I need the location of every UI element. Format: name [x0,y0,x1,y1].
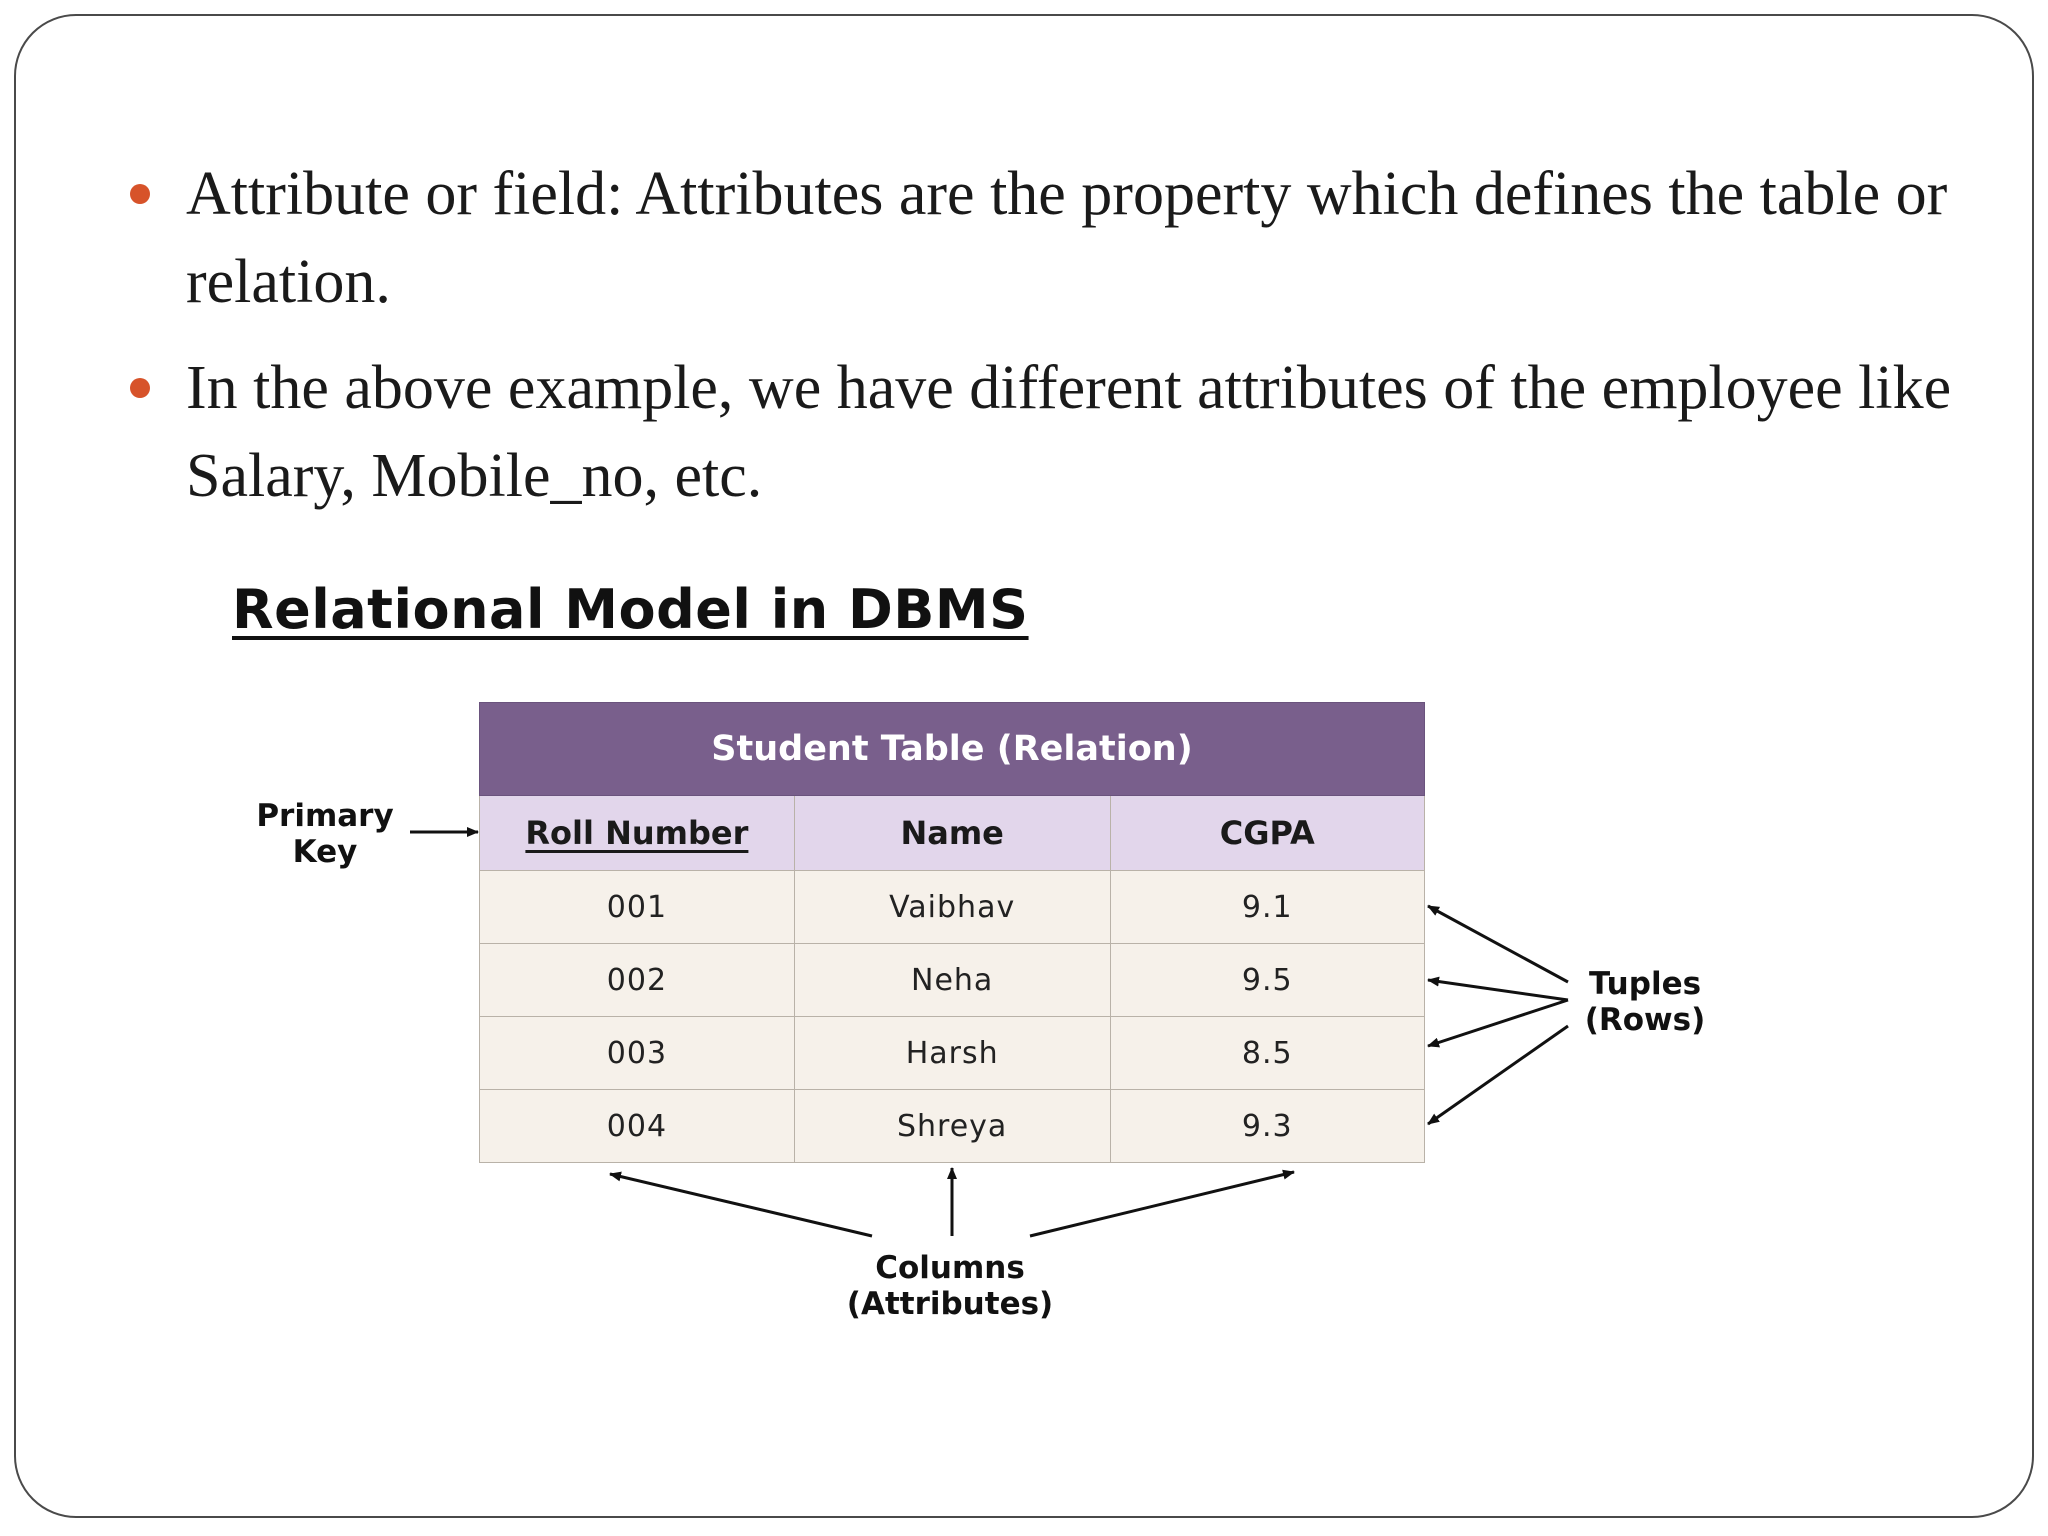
primary-key-label: Primary Key [256,798,394,870]
columns-label: Columns (Attributes) [846,1250,1054,1322]
bullet-text: Attribute or field: Attributes are the property which defines the table or relation. [186,160,1948,316]
table-cell: 002 [480,944,795,1017]
tuple-arrow [1428,980,1568,1000]
table-cell: Harsh [794,1017,1110,1090]
column-arrow [1030,1172,1294,1236]
column-header-cgpa: CGPA [1110,796,1425,871]
tuples-label: Tuples (Rows) [1584,966,1706,1038]
table-cell: 9.3 [1110,1090,1425,1163]
table-cell: Shreya [794,1090,1110,1163]
diagram-title: Relational Model in DBMS [232,578,1029,641]
table-cell: 8.5 [1110,1017,1425,1090]
table-cell: 9.1 [1110,871,1425,944]
table-cell: Vaibhav [794,871,1110,944]
table-cell: 004 [480,1090,795,1163]
column-header-roll-number: Roll Number [480,796,795,871]
table-caption: Student Table (Relation) [480,703,1425,796]
tuple-arrow [1428,1026,1568,1124]
column-header-name: Name [794,796,1110,871]
column-arrow [610,1174,872,1236]
table-cell: 003 [480,1017,795,1090]
table-cell: 001 [480,871,795,944]
tuple-arrow [1428,906,1568,982]
bullet-text: In the above example, we have different attributes of the employee like Salary, Mobile_no, etc. [186,354,1952,510]
table-cell: 9.5 [1110,944,1425,1017]
table-cell: Neha [794,944,1110,1017]
